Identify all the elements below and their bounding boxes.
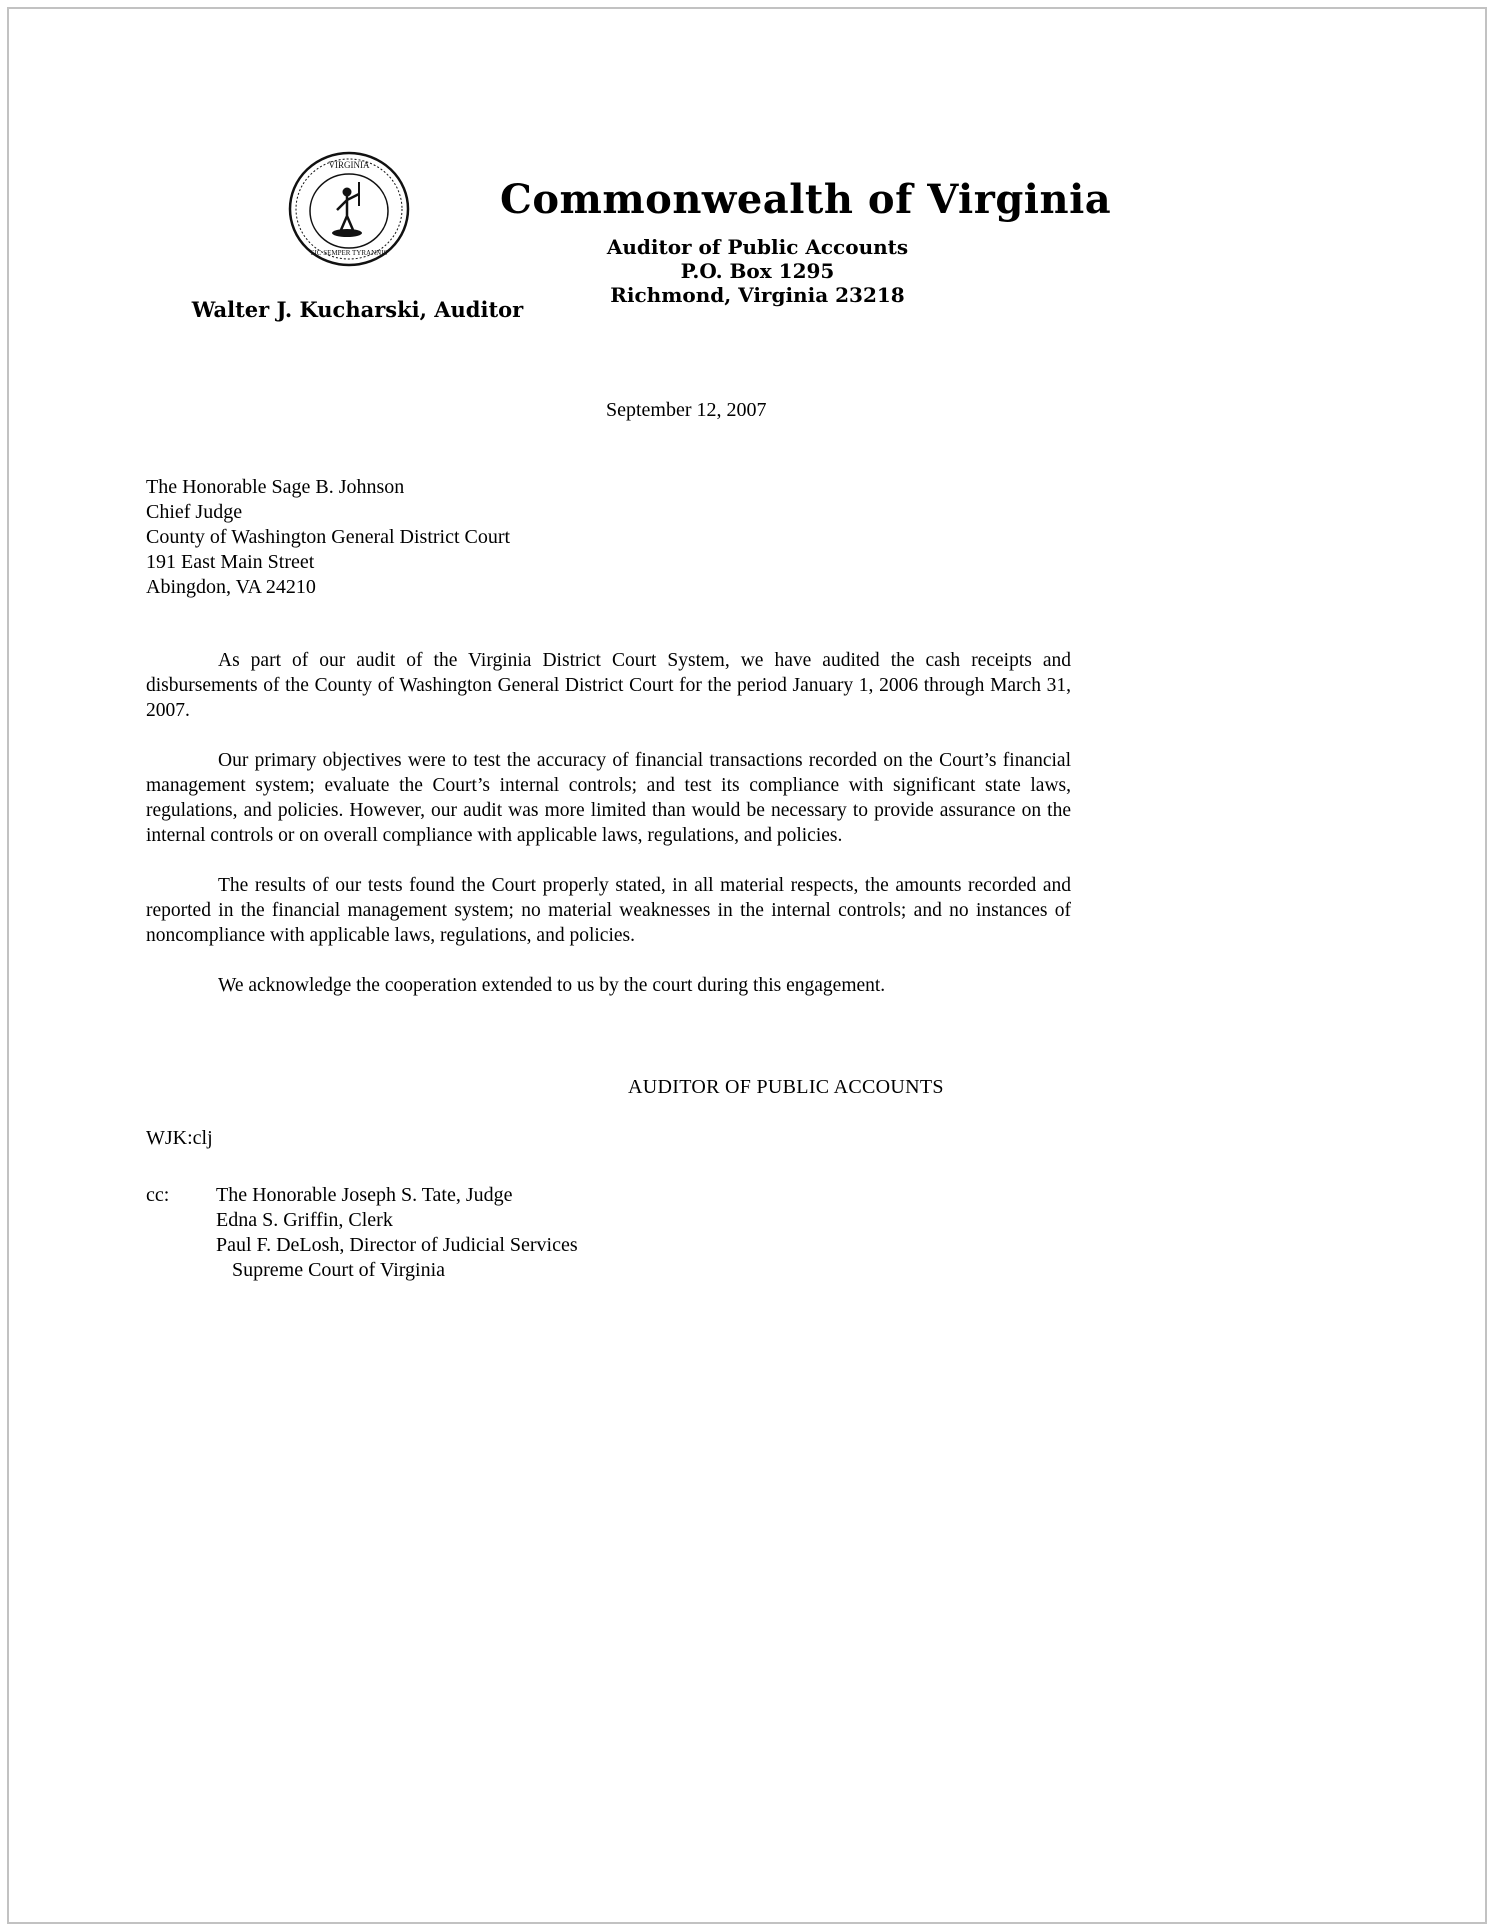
cc-name: The Honorable Joseph S. Tate, Judge bbox=[216, 1184, 513, 1206]
recipient-line: 191 East Main Street bbox=[146, 551, 315, 573]
recipient-line: Abingdon, VA 24210 bbox=[146, 576, 316, 598]
reference-initials: WJK:clj bbox=[146, 1127, 213, 1149]
commonwealth-title: Commonwealth of Virginia bbox=[500, 176, 1112, 223]
office-address-block bbox=[500, 235, 1015, 307]
virginia-seal-icon bbox=[287, 150, 411, 268]
city-state-zip-line: Richmond, Virginia 23218 bbox=[610, 283, 905, 307]
cc-name: Paul F. DeLosh, Director of Judicial Services bbox=[216, 1234, 578, 1256]
letterhead-right bbox=[500, 176, 1112, 307]
letter-body bbox=[146, 648, 1071, 1283]
body-paragraph: We acknowledge the cooperation extended to us by the court during this engagement. bbox=[218, 975, 886, 996]
cc-names bbox=[216, 1183, 578, 1283]
seal-top-text: VIRGINIA bbox=[328, 160, 370, 170]
po-box-line: P.O. Box 1295 bbox=[680, 259, 835, 283]
recipient-address-block bbox=[146, 475, 510, 600]
cc-label: cc: bbox=[146, 1184, 170, 1206]
cc-name: Edna S. Griffin, Clerk bbox=[216, 1209, 393, 1231]
recipient-line: Chief Judge bbox=[146, 501, 243, 523]
cc-block bbox=[146, 1183, 1071, 1283]
office-name: Auditor of Public Accounts bbox=[606, 235, 909, 259]
auditor-name: Walter J. Kucharski, Auditor bbox=[191, 297, 524, 322]
body-paragraph: As part of our audit of the Virginia District Court System, we have audited the cash receipts and disbursements of the County of Washington General District Court for the period January 1, 2006 through March 31, 2007. bbox=[146, 650, 1071, 721]
signature-organization: AUDITOR OF PUBLIC ACCOUNTS bbox=[628, 1076, 944, 1098]
recipient-line: The Honorable Sage B. Johnson bbox=[146, 476, 405, 498]
body-paragraph: The results of our tests found the Court properly stated, in all material respects, the amounts recorded and reported in the financial management system; no material weaknesses in the internal controls; and no instances of noncompliance with applicable laws, regulations, and policies. bbox=[146, 875, 1071, 946]
body-paragraph: Our primary objectives were to test the accuracy of financial transactions recorded on the Court’s financial management system; evaluate the Court’s internal controls; and test its compliance with significant state laws, regulations, and policies. However, our audit was more limited than would be necessary to provide assurance on the internal controls or on overall compliance with applicable laws, regulations, and policies. bbox=[146, 750, 1071, 846]
seal-fallen-figure bbox=[332, 229, 362, 237]
seal-motto-text: SIC SEMPER TYRANNIS bbox=[310, 249, 388, 257]
recipient-line: County of Washington General District Court bbox=[146, 526, 511, 548]
letter-date: September 12, 2007 bbox=[606, 399, 767, 421]
cc-name: Supreme Court of Virginia bbox=[232, 1259, 446, 1281]
seal-figure-head bbox=[343, 188, 352, 197]
